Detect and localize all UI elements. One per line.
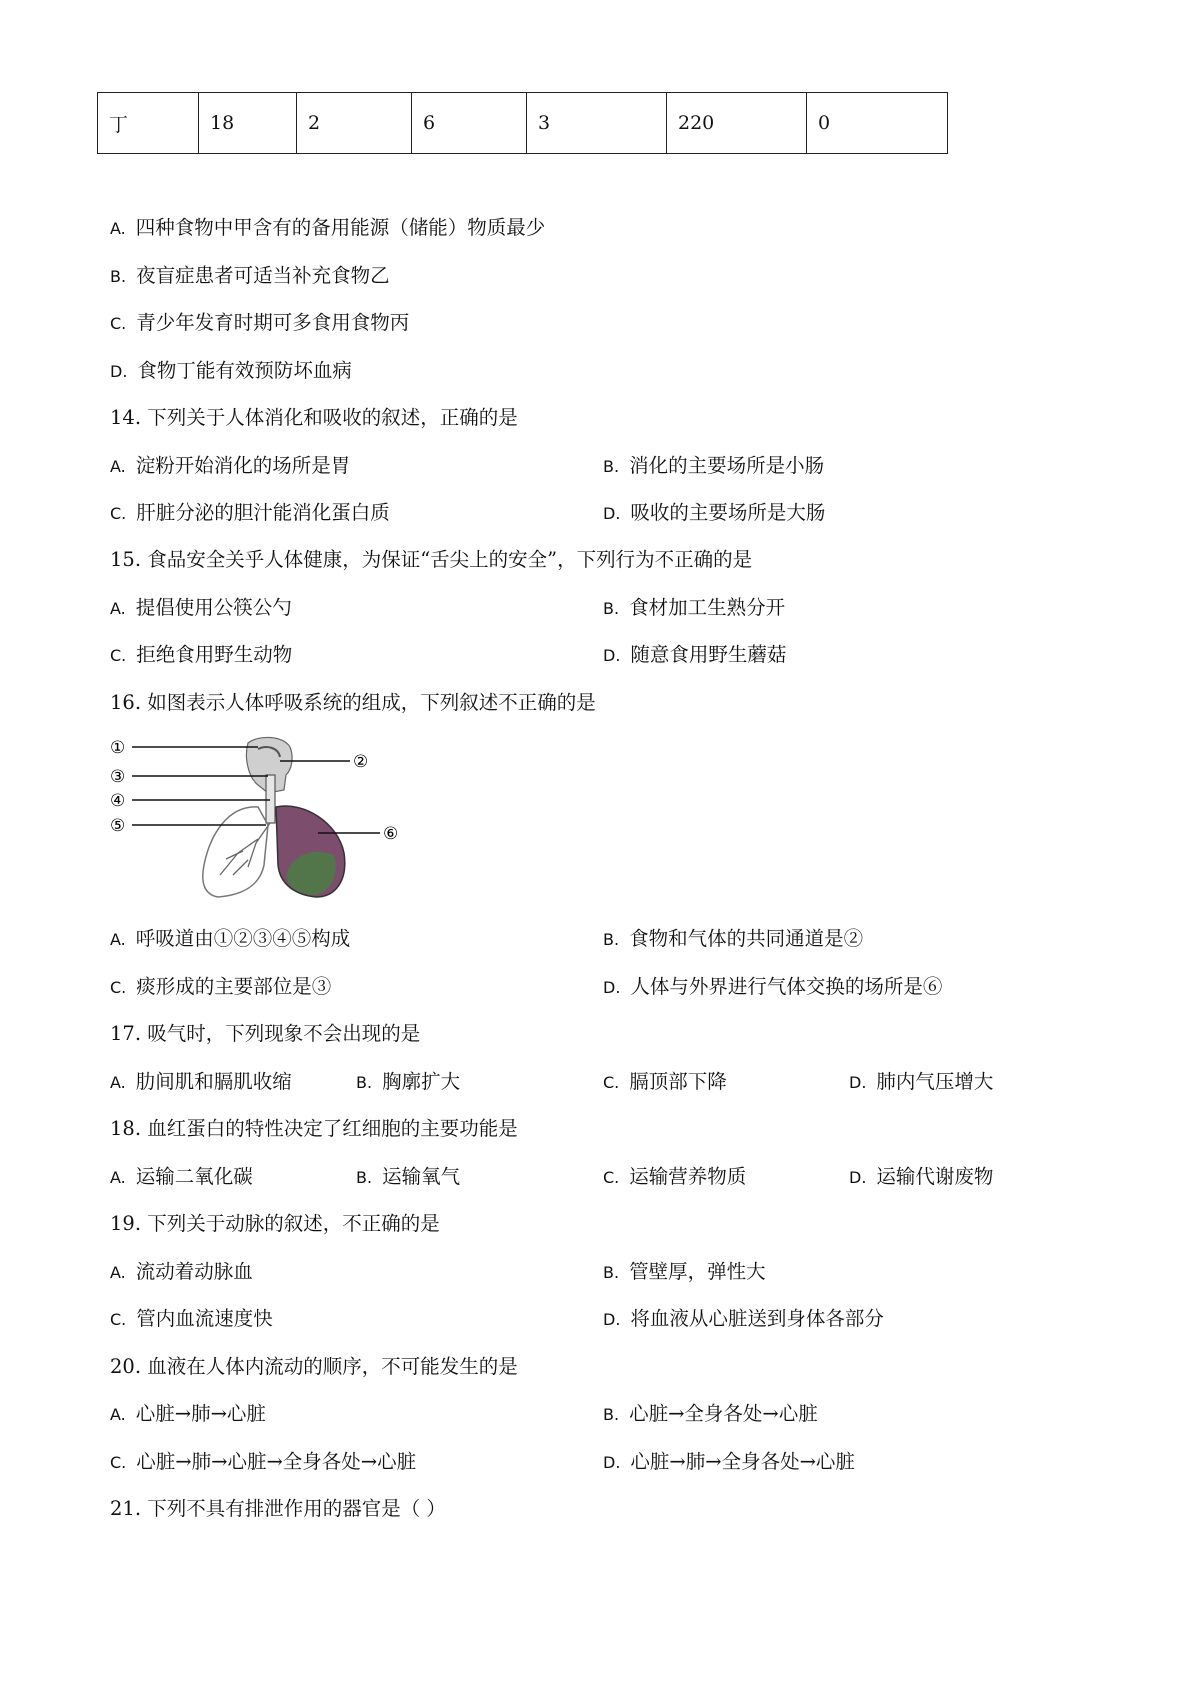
option-label: B. [603, 1405, 620, 1424]
option-text: 胸廓扩大 [382, 1070, 461, 1093]
option-text: 人体与外界进行气体交换的场所是⑥ [630, 975, 943, 998]
option-text: 心脏→肺→全身各处→心脏 [630, 1450, 855, 1473]
q14-option-a [110, 452, 350, 481]
option-label: C. [603, 1073, 620, 1092]
q20-option-c [110, 1448, 416, 1477]
option-text: 四种食物中甲含有的备用能源（储能）物质最少 [135, 216, 546, 239]
option-label: B. [356, 1168, 373, 1187]
figure-label-2: ② [353, 752, 369, 772]
table-cell: 丁 [98, 93, 199, 154]
option-text: 运输氧气 [382, 1165, 461, 1188]
table-cell: 220 [667, 93, 807, 154]
q15-option-b [603, 594, 785, 623]
q18-stem: 18. 血红蛋白的特性决定了红细胞的主要功能是 [110, 1117, 518, 1140]
option-label: C. [110, 1310, 127, 1329]
option-label: B. [110, 267, 127, 286]
nutrition-table-row [97, 92, 948, 154]
figure-label-5: ⑤ [110, 816, 126, 836]
q16-stem: 16. 如图表示人体呼吸系统的组成，下列叙述不正确的是 [110, 691, 596, 714]
option-label: C. [603, 1168, 620, 1187]
q17-option-a [110, 1068, 292, 1097]
q19-option-c [110, 1305, 273, 1334]
q18-option-b [356, 1163, 460, 1192]
q15-option-a [110, 594, 292, 623]
option-text: 食物丁能有效预防坏血病 [137, 359, 352, 382]
option-label: D. [603, 646, 621, 665]
option-text: 运输代谢废物 [876, 1165, 994, 1188]
q13-option-c [110, 309, 409, 338]
option-label: D. [603, 978, 621, 997]
option-text: 管内血流速度快 [136, 1307, 273, 1330]
option-label: D. [849, 1073, 867, 1092]
table-cell: 6 [412, 93, 527, 154]
figure-label-4: ④ [110, 791, 126, 811]
q21-stem: 21. 下列不具有排泄作用的器官是（ ） [110, 1497, 446, 1520]
option-text: 肋间肌和膈肌收缩 [135, 1070, 292, 1093]
q17-option-d [849, 1068, 993, 1097]
q20-option-b [603, 1400, 818, 1429]
table-row [98, 93, 948, 154]
q13-option-d [110, 357, 352, 386]
option-text: 食物和气体的共同通道是② [629, 927, 864, 950]
option-text: 拒绝食用野生动物 [136, 643, 293, 666]
option-text: 心脏→肺→心脏 [135, 1402, 266, 1425]
respiratory-system-figure [108, 735, 428, 905]
option-label: C. [110, 646, 127, 665]
option-text: 提倡使用公筷公勺 [135, 596, 292, 619]
trachea-shape [266, 775, 275, 823]
option-text: 心脏→肺→心脏→全身各处→心脏 [136, 1450, 417, 1473]
option-label: D. [110, 362, 128, 381]
option-label: B. [603, 1263, 620, 1282]
q13-option-b [110, 262, 390, 291]
q13-option-a [110, 214, 545, 243]
option-text: 肝脏分泌的胆汁能消化蛋白质 [136, 501, 390, 524]
q18-option-a [110, 1163, 253, 1192]
q17-option-c [603, 1068, 727, 1097]
option-text: 消化的主要场所是小肠 [629, 454, 825, 477]
option-label: A. [110, 599, 126, 618]
option-text: 夜盲症患者可适当补充食物乙 [136, 264, 390, 287]
q14-option-d [603, 499, 825, 528]
option-label: D. [849, 1168, 867, 1187]
option-label: D. [603, 1310, 621, 1329]
option-text: 痰形成的主要部位是③ [136, 975, 332, 998]
table-cell: 18 [199, 93, 297, 154]
option-label: A. [110, 1073, 126, 1092]
option-text: 运输二氧化碳 [135, 1165, 253, 1188]
left-lung-shape [203, 807, 268, 897]
respiratory-diagram [108, 735, 428, 905]
option-text: 运输营养物质 [629, 1165, 747, 1188]
q20-option-a [110, 1400, 266, 1429]
q16-option-d [603, 973, 942, 1002]
q16-option-c [110, 973, 331, 1002]
q19-stem: 19. 下列关于动脉的叙述，不正确的是 [110, 1212, 440, 1235]
q19-option-a [110, 1258, 253, 1287]
option-label: A. [110, 930, 126, 949]
q15-option-d [603, 641, 786, 670]
option-text: 食材加工生熟分开 [629, 596, 786, 619]
option-label: B. [603, 599, 620, 618]
option-label: A. [110, 457, 126, 476]
table-cell: 0 [807, 93, 948, 154]
q20-stem: 20. 血液在人体内流动的顺序，不可能发生的是 [110, 1355, 518, 1378]
option-text: 心脏→全身各处→心脏 [629, 1402, 818, 1425]
figure-label-3: ③ [110, 767, 126, 787]
q14-stem: 14. 下列关于人体消化和吸收的叙述，正确的是 [110, 406, 518, 429]
option-label: A. [110, 219, 126, 238]
q16-option-b [603, 925, 863, 954]
option-label: C. [110, 1453, 127, 1472]
table-cell: 3 [527, 93, 667, 154]
bronchial-tree-shape [220, 823, 270, 875]
option-label: C. [110, 978, 127, 997]
q17-stem: 17. 吸气时，下列现象不会出现的是 [110, 1022, 421, 1045]
q15-stem: 15. 食品安全关乎人体健康，为保证“舌尖上的安全”，下列行为不正确的是 [110, 548, 753, 571]
figure-label-1: ① [110, 738, 126, 758]
option-label: C. [110, 314, 127, 333]
option-text: 肺内气压增大 [876, 1070, 994, 1093]
figure-label-6: ⑥ [383, 824, 399, 844]
option-label: D. [603, 1453, 621, 1472]
option-label: B. [603, 930, 620, 949]
q19-option-b [603, 1258, 766, 1287]
option-label: C. [110, 504, 127, 523]
option-label: A. [110, 1263, 126, 1282]
option-text: 吸收的主要场所是大肠 [630, 501, 826, 524]
option-text: 呼吸道由①②③④⑤构成 [135, 927, 351, 950]
q19-option-d [603, 1305, 884, 1334]
option-label: B. [603, 457, 620, 476]
option-text: 淀粉开始消化的场所是胃 [135, 454, 351, 477]
option-text: 随意食用野生蘑菇 [630, 643, 787, 666]
option-text: 将血液从心脏送到身体各部分 [630, 1307, 884, 1330]
option-text: 青少年发育时期可多食用食物丙 [136, 311, 410, 334]
option-text: 流动着动脉血 [135, 1260, 253, 1283]
q16-option-a [110, 925, 350, 954]
q18-option-c [603, 1163, 746, 1192]
q14-option-b [603, 452, 824, 481]
q20-option-d [603, 1448, 855, 1477]
option-label: B. [356, 1073, 373, 1092]
option-text: 管壁厚，弹性大 [629, 1260, 766, 1283]
table-cell: 2 [297, 93, 412, 154]
q17-option-b [356, 1068, 460, 1097]
q14-option-c [110, 499, 390, 528]
q18-option-d [849, 1163, 993, 1192]
option-label: A. [110, 1405, 126, 1424]
q15-option-c [110, 641, 292, 670]
option-text: 膈顶部下降 [629, 1070, 727, 1093]
option-label: D. [603, 504, 621, 523]
option-label: A. [110, 1168, 126, 1187]
